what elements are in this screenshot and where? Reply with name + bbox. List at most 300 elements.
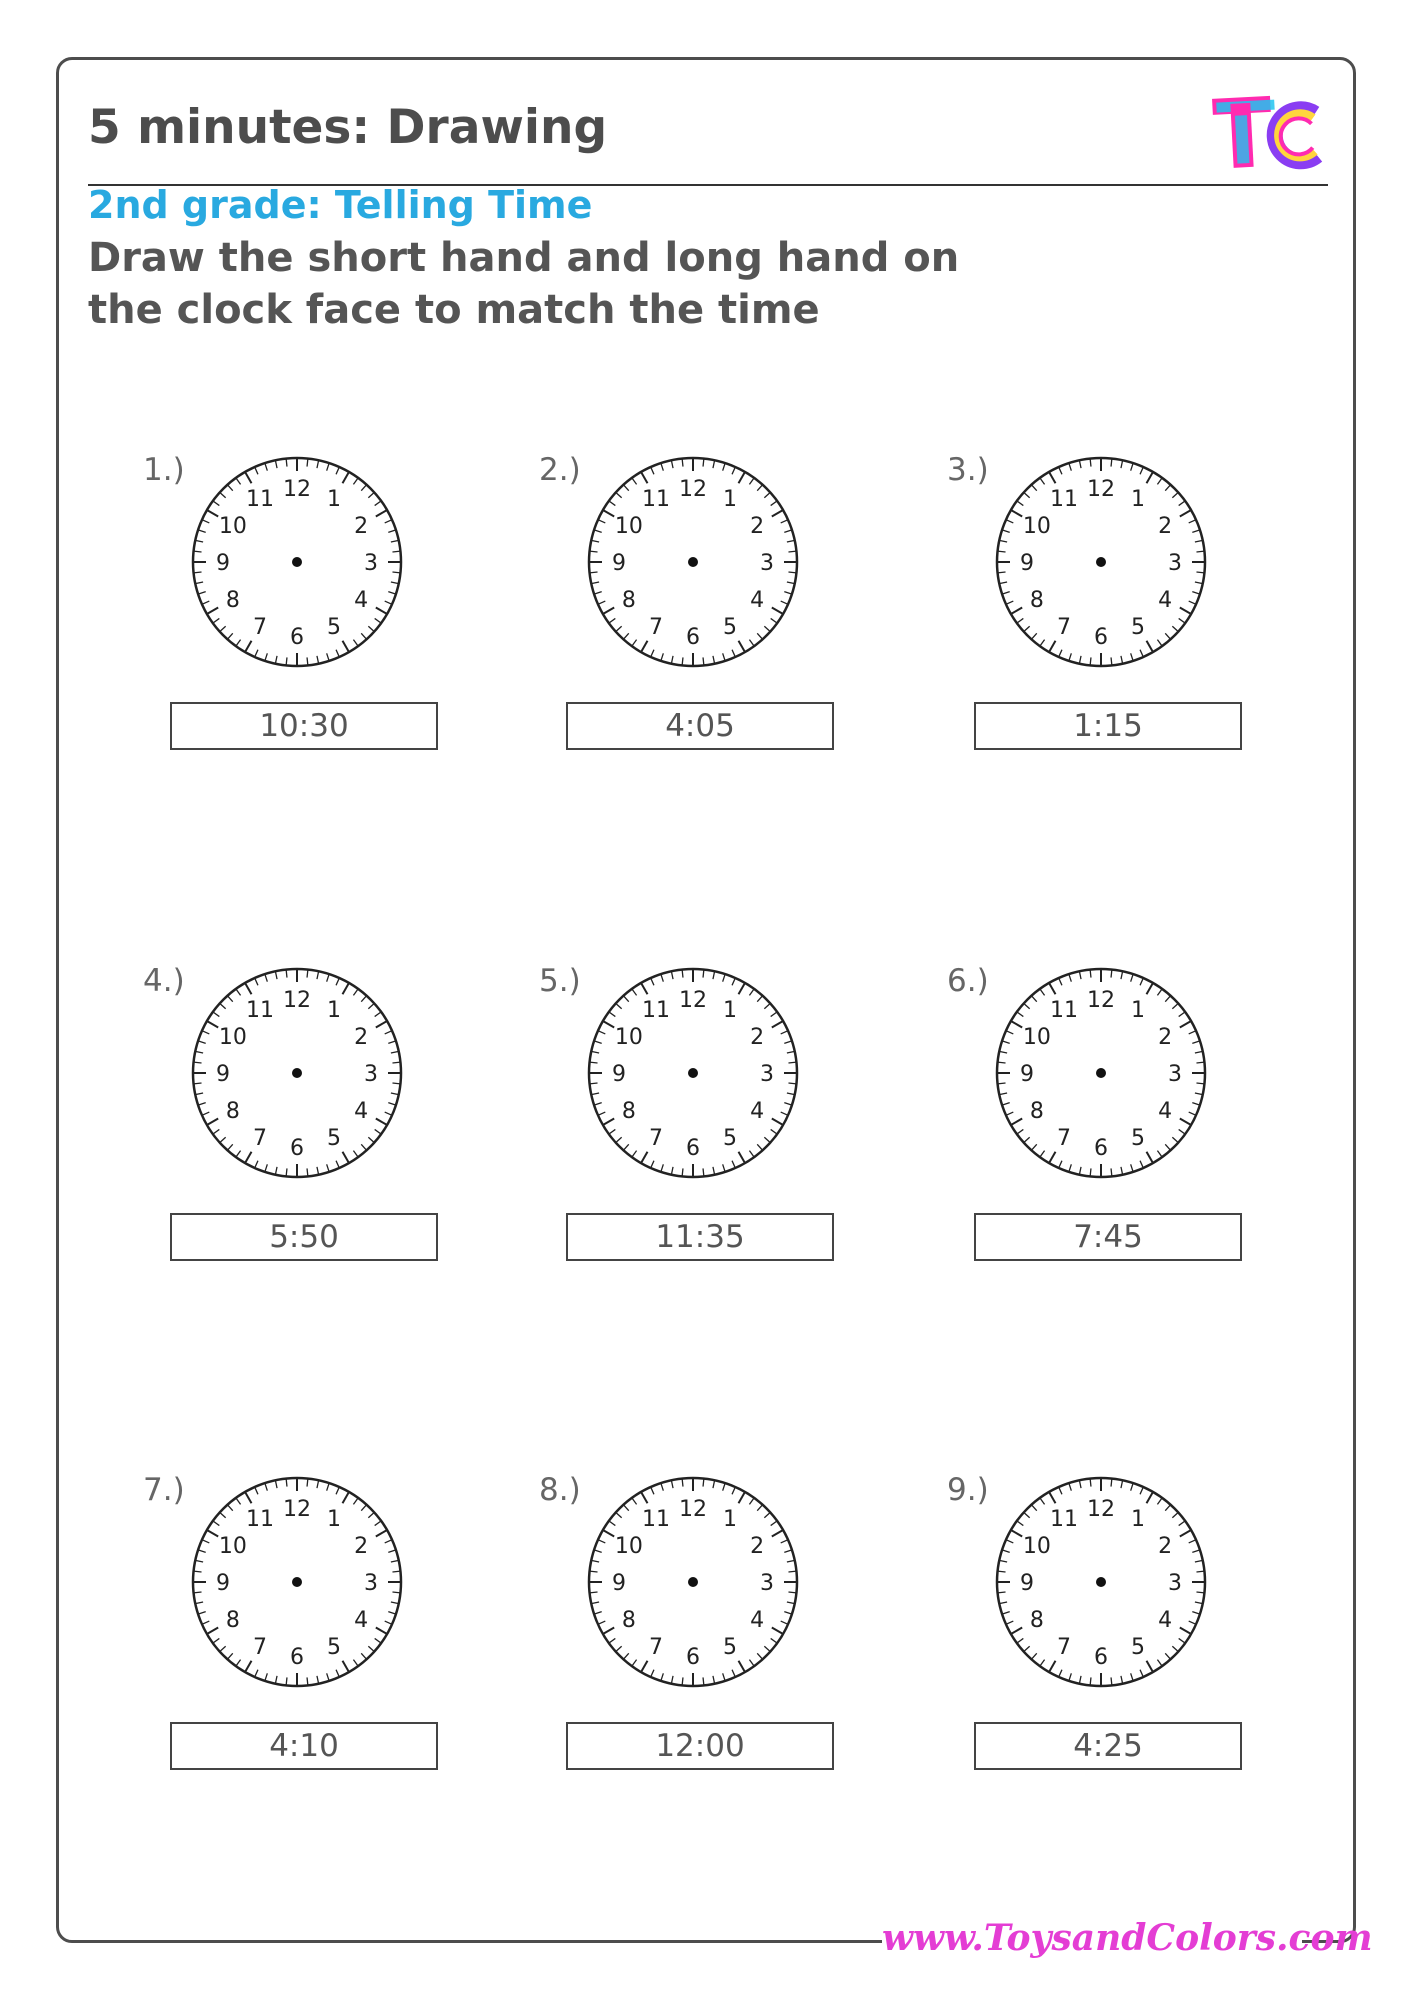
- clock-number: 6: [1094, 625, 1108, 650]
- clock-tick: [1121, 656, 1123, 664]
- clock-tick: [307, 657, 308, 665]
- clock-tick: [1180, 1628, 1191, 1635]
- clock-tick: [598, 520, 605, 523]
- clock-tick: [1140, 1487, 1143, 1494]
- clock-tick: [236, 640, 241, 646]
- clock-tick: [757, 1505, 762, 1511]
- clock-tick: [194, 1083, 202, 1084]
- clock-tick: [1195, 1051, 1203, 1053]
- clock-number: 12: [679, 477, 707, 502]
- clock-number: 12: [1087, 477, 1115, 502]
- clock-tick: [1024, 1003, 1030, 1008]
- clock-tick: [703, 459, 704, 467]
- clock-tick: [784, 530, 792, 532]
- clock-tick: [749, 1151, 754, 1157]
- clock-face[interactable]: [583, 1472, 803, 1692]
- clock-tick: [255, 1487, 258, 1494]
- clock-tick: [661, 1164, 663, 1172]
- clock-number: 2: [1158, 514, 1173, 539]
- clock-number: 10: [614, 514, 643, 539]
- clock-tick: [317, 1480, 319, 1488]
- clock-tick: [616, 1137, 622, 1142]
- clock-tick: [739, 641, 746, 652]
- clock-tick: [609, 1012, 615, 1017]
- clock-tick: [623, 1505, 628, 1511]
- clock-tick: [1131, 463, 1133, 471]
- clock-tick: [1069, 653, 1071, 661]
- clock-tick: [275, 1480, 277, 1488]
- clock-tick: [1180, 510, 1191, 517]
- clock-face[interactable]: [991, 1472, 1211, 1692]
- clock-tick: [1172, 1003, 1178, 1008]
- clock-tick: [591, 1602, 599, 1604]
- clock-number: 3: [760, 551, 774, 576]
- clock-number: 1: [1131, 997, 1145, 1023]
- clock-tick: [1157, 1660, 1162, 1666]
- clock-tick: [661, 653, 663, 661]
- clock-number: 6: [686, 625, 700, 650]
- clock-tick: [375, 1012, 381, 1017]
- clock-tick: [703, 1677, 704, 1685]
- clock-tick: [307, 970, 308, 978]
- clock-number: 3: [1168, 1571, 1182, 1596]
- clock-tick: [1192, 530, 1200, 532]
- clock-tick: [202, 1621, 209, 1624]
- clock-tick: [275, 656, 277, 664]
- clock-center-dot: [292, 557, 302, 567]
- clock-tick: [376, 1628, 387, 1635]
- clock-tick: [1189, 601, 1196, 604]
- clock-tick: [1031, 1505, 1036, 1511]
- clock-tick: [353, 1660, 358, 1666]
- clock-tick: [641, 1661, 648, 1672]
- clock-tick: [772, 1021, 783, 1028]
- clock-tick: [1179, 1521, 1185, 1526]
- clock-tick: [590, 1062, 598, 1063]
- clock-tick: [1059, 978, 1062, 985]
- clock-tick: [1111, 1479, 1112, 1487]
- clock-tick: [207, 1628, 218, 1635]
- problem-number: 1.): [143, 452, 185, 488]
- clock-tick: [591, 1051, 599, 1053]
- clock-tick: [1140, 1670, 1143, 1677]
- problem-number: 8.): [539, 1472, 581, 1508]
- clock-number: 8: [1029, 588, 1044, 613]
- clock-tick: [713, 971, 715, 979]
- clock-tick: [632, 1498, 637, 1504]
- clock-number: 2: [354, 1025, 369, 1050]
- clock-number: 8: [621, 1608, 636, 1633]
- clock-tick: [623, 996, 628, 1002]
- clock-tick: [391, 1093, 399, 1095]
- clock-tick: [1002, 1103, 1010, 1105]
- clock-tick: [1157, 640, 1162, 646]
- clock-tick: [327, 653, 329, 661]
- clock-tick: [590, 551, 598, 552]
- clock-face[interactable]: [991, 963, 1211, 1183]
- clock-tick: [198, 530, 206, 532]
- footer-url[interactable]: www.ToysandColors.com: [882, 1908, 1302, 1968]
- clock-tick: [375, 1129, 381, 1134]
- clock-tick: [616, 1512, 622, 1517]
- clock-number: 7: [1057, 615, 1071, 641]
- clock-tick: [317, 971, 319, 979]
- clock-tick: [661, 974, 663, 982]
- clock-number: 4: [1158, 1099, 1173, 1124]
- clock-number: 12: [283, 988, 311, 1013]
- clock-tick: [1031, 996, 1036, 1002]
- clock-number: 8: [225, 1099, 240, 1124]
- clock-tick: [236, 1498, 241, 1504]
- clock-tick: [764, 1646, 770, 1651]
- clock-tick: [213, 1638, 219, 1643]
- clock-tick: [392, 1592, 400, 1593]
- clock-number: 3: [1168, 1062, 1182, 1087]
- clock-tick: [1011, 1021, 1022, 1028]
- clock-tick: [1002, 530, 1010, 532]
- clock-tick: [1179, 1129, 1185, 1134]
- clock-number: 5: [723, 615, 737, 641]
- toys-and-colors-logo: [1212, 92, 1324, 178]
- clock-tick: [202, 601, 209, 604]
- clock-tick: [1059, 1161, 1062, 1168]
- clock-tick: [1147, 472, 1154, 483]
- clock-tick: [194, 1571, 202, 1572]
- clock-tick: [255, 1161, 258, 1168]
- time-box: 7:45: [974, 1213, 1242, 1261]
- clock-number: 5: [327, 615, 341, 641]
- clock-number: 12: [679, 988, 707, 1013]
- clock-tick: [361, 1144, 366, 1150]
- clock-tick: [353, 1498, 358, 1504]
- problem-5: [539, 963, 939, 1293]
- clock-tick: [757, 485, 762, 491]
- clock-number: 11: [1050, 486, 1078, 512]
- clock-number: 12: [679, 1497, 707, 1522]
- clock-tick: [194, 1062, 202, 1063]
- clock-tick: [1031, 1144, 1036, 1150]
- clock-tick: [609, 501, 615, 506]
- clock-tick: [616, 626, 622, 631]
- clock-tick: [1157, 478, 1162, 484]
- clock-tick: [195, 582, 203, 584]
- clock-tick: [368, 1512, 374, 1517]
- clock-tick: [787, 1093, 795, 1095]
- clock-face[interactable]: [187, 1472, 407, 1692]
- clock-tick: [1090, 970, 1091, 978]
- clock-tick: [1192, 1103, 1200, 1105]
- clock-tick: [1090, 1168, 1091, 1176]
- clock-tick: [317, 1167, 319, 1175]
- clock-tick: [336, 978, 339, 985]
- clock-number: 3: [760, 1571, 774, 1596]
- clock-number: 4: [750, 1099, 765, 1124]
- clock-tick: [1017, 1129, 1023, 1134]
- clock-tick: [1172, 1646, 1178, 1651]
- clock-tick: [202, 1112, 209, 1115]
- clock-tick: [771, 1638, 777, 1643]
- clock-tick: [194, 572, 202, 573]
- clock-tick: [1017, 1638, 1023, 1643]
- clock-tick: [336, 650, 339, 657]
- clock-tick: [1157, 1151, 1162, 1157]
- clock-tick: [391, 540, 399, 542]
- clock-tick: [590, 1592, 598, 1593]
- clock-tick: [781, 520, 788, 523]
- clock-tick: [1069, 1483, 1071, 1491]
- clock-tick: [198, 1550, 206, 1552]
- clock-tick: [1179, 1638, 1185, 1643]
- clock-tick: [265, 1483, 267, 1491]
- clock-tick: [781, 1540, 788, 1543]
- clock-number: 5: [1131, 1635, 1145, 1661]
- clock-tick: [1069, 463, 1071, 471]
- clock-tick: [1192, 1041, 1200, 1043]
- clock-tick: [651, 1487, 654, 1494]
- clock-tick: [998, 551, 1006, 552]
- clock-tick: [198, 1612, 206, 1614]
- clock-tick: [353, 478, 358, 484]
- clock-tick: [749, 989, 754, 995]
- clock-number: 4: [750, 1608, 765, 1633]
- clock-tick: [1002, 1041, 1010, 1043]
- clock-tick: [781, 1621, 788, 1624]
- clock-tick: [1111, 970, 1112, 978]
- clock-tick: [598, 1621, 605, 1624]
- clock-tick: [749, 1660, 754, 1666]
- clock-number: 3: [364, 551, 378, 576]
- clock-tick: [227, 633, 232, 639]
- clock-tick: [375, 618, 381, 623]
- clock-tick: [749, 1498, 754, 1504]
- clock-tick: [1165, 633, 1170, 639]
- clock-number: 9: [1020, 1062, 1034, 1087]
- clock-tick: [1180, 608, 1191, 615]
- problem-9: [947, 1472, 1347, 1802]
- clock-tick: [255, 978, 258, 985]
- clock-tick: [781, 601, 788, 604]
- clock-tick: [1079, 656, 1081, 664]
- clock-tick: [245, 472, 252, 483]
- clock-tick: [1079, 460, 1081, 468]
- clock-center-dot: [1096, 557, 1106, 567]
- clock-tick: [385, 1112, 392, 1115]
- clock-tick: [1006, 1621, 1013, 1624]
- clock-number: 11: [642, 1506, 670, 1532]
- clock-tick: [1006, 1031, 1013, 1034]
- clock-tick: [1011, 1119, 1022, 1126]
- clock-tick: [275, 460, 277, 468]
- clock-tick: [732, 1670, 735, 1677]
- clock-tick: [703, 657, 704, 665]
- clock-tick: [368, 1646, 374, 1651]
- clock-tick: [255, 467, 258, 474]
- clock-tick: [1179, 618, 1185, 623]
- clock-number: 3: [364, 1571, 378, 1596]
- clock-number: 5: [327, 1635, 341, 1661]
- problem-6: [947, 963, 1347, 1293]
- clock-tick: [1195, 1093, 1203, 1095]
- problem-1: [143, 452, 543, 782]
- clock-number: 3: [1168, 551, 1182, 576]
- clock-tick: [227, 1505, 232, 1511]
- clock-tick: [1147, 641, 1154, 652]
- clock-tick: [245, 983, 252, 994]
- clock-tick: [327, 1673, 329, 1681]
- clock-tick: [1017, 1521, 1023, 1526]
- clock-tick: [623, 633, 628, 639]
- clock-tick: [764, 1512, 770, 1517]
- clock-tick: [999, 1051, 1007, 1053]
- time-box: 12:00: [566, 1722, 834, 1770]
- clock-tick: [1121, 460, 1123, 468]
- clock-tick: [757, 996, 762, 1002]
- problem-4: [143, 963, 543, 1293]
- clock-tick: [784, 592, 792, 594]
- clock-number: 2: [354, 1534, 369, 1559]
- clock-number: 11: [246, 997, 274, 1023]
- clock-tick: [307, 1677, 308, 1685]
- clock-tick: [361, 1653, 366, 1659]
- clock-face[interactable]: [583, 452, 803, 672]
- clock-tick: [594, 530, 602, 532]
- clock-center-dot: [688, 557, 698, 567]
- clock-center-dot: [292, 1577, 302, 1587]
- clock-tick: [1180, 1021, 1191, 1028]
- clock-number: 4: [1158, 1608, 1173, 1633]
- clock-tick: [1180, 1530, 1191, 1537]
- clock-tick: [385, 601, 392, 604]
- clock-tick: [713, 1167, 715, 1175]
- clock-tick: [682, 657, 683, 665]
- clock-tick: [788, 1571, 796, 1572]
- clock-tick: [713, 1480, 715, 1488]
- clock-number: 6: [1094, 1136, 1108, 1161]
- time-box: 4:10: [170, 1722, 438, 1770]
- clock-tick: [757, 1144, 762, 1150]
- clock-tick: [771, 1012, 777, 1017]
- clock-face[interactable]: [991, 452, 1211, 672]
- clock-tick: [388, 1612, 396, 1614]
- clock-tick: [1157, 1498, 1162, 1504]
- clock-number: 11: [642, 997, 670, 1023]
- clock-face[interactable]: [583, 963, 803, 1183]
- clock-tick: [757, 633, 762, 639]
- clock-number: 7: [649, 1126, 663, 1152]
- clock-tick: [739, 1152, 746, 1163]
- clock-tick: [998, 1592, 1006, 1593]
- clock-tick: [739, 983, 746, 994]
- clock-tick: [202, 1540, 209, 1543]
- clock-tick: [202, 520, 209, 523]
- clock-tick: [388, 1550, 396, 1552]
- clock-number: 7: [253, 1635, 267, 1661]
- clock-center-dot: [1096, 1577, 1106, 1587]
- clock-tick: [603, 1530, 614, 1537]
- clock-tick: [1192, 1612, 1200, 1614]
- clock-tick: [788, 1062, 796, 1063]
- clock-tick: [245, 1661, 252, 1672]
- clock-tick: [723, 463, 725, 471]
- clock-tick: [594, 1103, 602, 1105]
- clock-tick: [772, 1530, 783, 1537]
- clock-tick: [590, 1571, 598, 1572]
- clock-tick: [1011, 608, 1022, 615]
- clock-tick: [603, 510, 614, 517]
- problem-3: [947, 452, 1347, 782]
- clock-tick: [1079, 1167, 1081, 1175]
- clock-tick: [661, 1673, 663, 1681]
- clock-tick: [623, 1144, 628, 1150]
- clock-tick: [361, 1505, 366, 1511]
- clock-number: 6: [290, 1645, 304, 1670]
- clock-tick: [236, 989, 241, 995]
- clock-tick: [1040, 1498, 1045, 1504]
- clock-tick: [343, 983, 350, 994]
- clock-tick: [1006, 1540, 1013, 1543]
- clock-tick: [1024, 626, 1030, 631]
- clock-tick: [1140, 1161, 1143, 1168]
- clock-tick: [1049, 1492, 1056, 1503]
- clock-tick: [594, 592, 602, 594]
- clock-tick: [1002, 592, 1010, 594]
- clock-tick: [1059, 467, 1062, 474]
- clock-tick: [391, 1602, 399, 1604]
- clock-tick: [1165, 996, 1170, 1002]
- problem-number: 3.): [947, 452, 989, 488]
- clock-tick: [194, 551, 202, 552]
- clock-tick: [375, 501, 381, 506]
- clock-tick: [195, 1602, 203, 1604]
- clock-tick: [1111, 657, 1112, 665]
- clock-number: 4: [354, 1608, 369, 1633]
- clock-number: 10: [1022, 1534, 1051, 1559]
- clock-tick: [385, 1621, 392, 1624]
- clock-face[interactable]: [187, 452, 407, 672]
- clock-tick: [353, 989, 358, 995]
- clock-face[interactable]: [187, 963, 407, 1183]
- clock-tick: [388, 1103, 396, 1105]
- clock-tick: [1040, 478, 1045, 484]
- clock-tick: [1172, 1137, 1178, 1142]
- clock-tick: [771, 1129, 777, 1134]
- clock-number: 5: [1131, 1126, 1145, 1152]
- clock-tick: [307, 1168, 308, 1176]
- clock-tick: [1069, 1164, 1071, 1172]
- clock-tick: [1031, 633, 1036, 639]
- clock-tick: [787, 1051, 795, 1053]
- clock-tick: [1147, 983, 1154, 994]
- time-box: 10:30: [170, 702, 438, 750]
- clock-number: 4: [354, 1099, 369, 1124]
- clock-tick: [641, 472, 648, 483]
- clock-tick: [651, 978, 654, 985]
- clock-tick: [682, 1168, 683, 1176]
- clock-tick: [671, 656, 673, 664]
- clock-tick: [376, 1119, 387, 1126]
- clock-tick: [1002, 1550, 1010, 1552]
- clock-number: 7: [649, 615, 663, 641]
- time-box: 4:25: [974, 1722, 1242, 1770]
- clock-tick: [603, 1119, 614, 1126]
- clock-tick: [245, 1152, 252, 1163]
- clock-number: 7: [1057, 1635, 1071, 1661]
- clock-tick: [1195, 540, 1203, 542]
- clock-tick: [385, 1540, 392, 1543]
- clock-tick: [391, 1051, 399, 1053]
- clock-tick: [1131, 1673, 1133, 1681]
- clock-tick: [732, 650, 735, 657]
